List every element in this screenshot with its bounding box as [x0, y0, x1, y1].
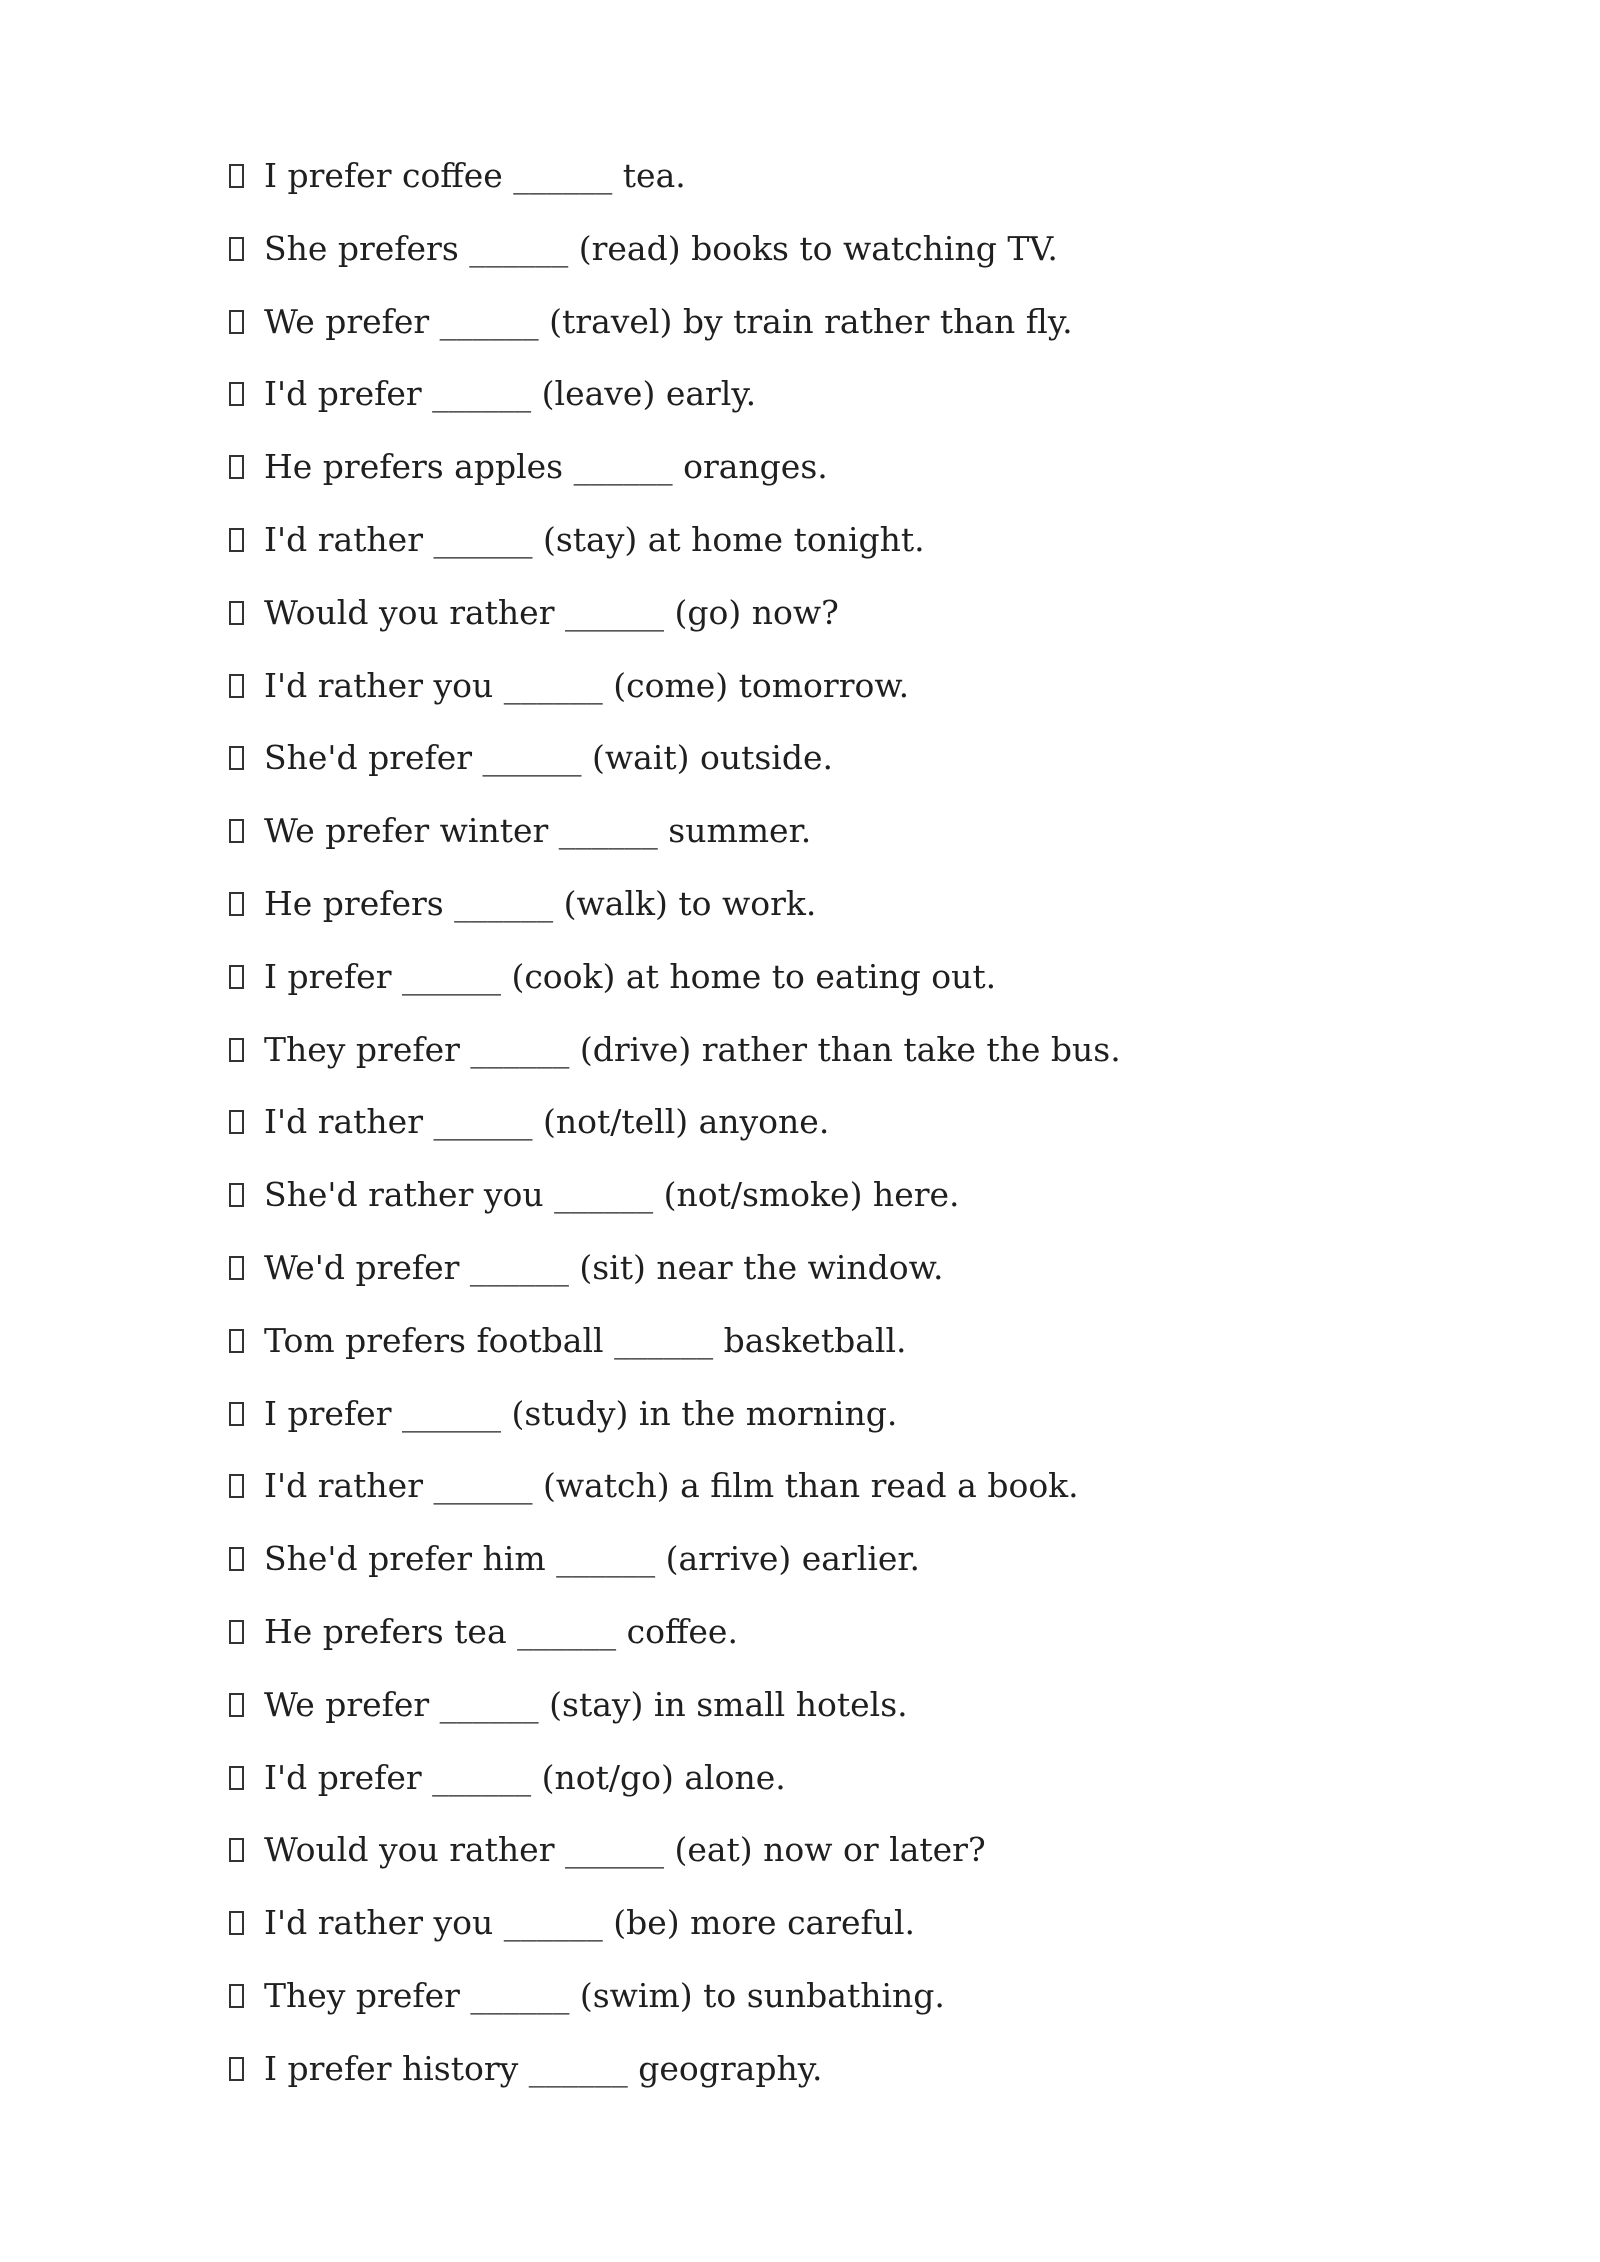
list-item [229, 443, 1121, 516]
sentence-text: She'd prefer him ______ (arrive) earlier. [264, 1539, 921, 1579]
sentence-text: Would you rather ______ (go) now? [264, 592, 839, 632]
sentence-text: They prefer ______ (swim) to sunbathing. [264, 1975, 945, 2015]
list-item [229, 225, 1121, 298]
missing-glyph-box-icon [229, 1038, 244, 1062]
sentence-text: I'd rather you ______ (come) tomorrow. [264, 665, 910, 705]
sentence-text: Tom prefers football ______ basketball. [264, 1320, 907, 1360]
list-item [229, 152, 1121, 225]
missing-glyph-box-icon [229, 1911, 244, 1935]
missing-glyph-box-icon [229, 528, 244, 552]
missing-glyph-box-icon [229, 892, 244, 916]
list-item [229, 807, 1121, 880]
sentence-text: I prefer ______ (cook) at home to eating out. [264, 956, 997, 996]
sentence-text: I prefer coffee ______ tea. [264, 156, 686, 195]
missing-glyph-box-icon [229, 1183, 244, 1207]
list-item [229, 1244, 1121, 1317]
missing-glyph-box-icon [229, 601, 244, 625]
sentence-text: I'd prefer ______ (leave) early. [264, 374, 757, 414]
list-item [229, 880, 1121, 953]
sentence-text: She'd prefer ______ (wait) outside. [264, 738, 833, 778]
list-item [229, 1681, 1121, 1754]
list-item [229, 953, 1121, 1026]
list-item [229, 298, 1121, 371]
sentence-text: We'd prefer ______ (sit) near the window. [264, 1247, 944, 1287]
sentence-text: I'd rather you ______ (be) more careful. [264, 1903, 916, 1943]
missing-glyph-box-icon [229, 310, 244, 334]
missing-glyph-box-icon [229, 674, 244, 698]
list-item [229, 1754, 1121, 1827]
missing-glyph-box-icon [229, 1984, 244, 2008]
list-item [229, 1098, 1121, 1171]
sentence-text: I'd rather ______ (not/tell) anyone. [264, 1102, 830, 1142]
missing-glyph-box-icon [229, 164, 244, 188]
missing-glyph-box-icon [229, 237, 244, 261]
missing-glyph-box-icon [229, 1838, 244, 1862]
missing-glyph-box-icon [229, 1110, 244, 1134]
sentence-text: He prefers apples ______ oranges. [264, 447, 828, 487]
sentence-text: I'd prefer ______ (not/go) alone. [264, 1757, 786, 1797]
sentence-text: We prefer winter ______ summer. [264, 811, 812, 851]
missing-glyph-box-icon [229, 2057, 244, 2081]
list-item [229, 1317, 1121, 1390]
missing-glyph-box-icon [229, 1547, 244, 1571]
list-item [229, 1390, 1121, 1463]
missing-glyph-box-icon [229, 1402, 244, 1426]
list-item [229, 1899, 1121, 1972]
list-item [229, 1826, 1121, 1899]
sentence-text: He prefers ______ (walk) to work. [264, 883, 817, 923]
sentence-text: I prefer ______ (study) in the morning. [264, 1393, 898, 1433]
list-item [229, 662, 1121, 735]
missing-glyph-box-icon [229, 746, 244, 770]
missing-glyph-box-icon [229, 1620, 244, 1644]
list-item [229, 1462, 1121, 1535]
sentence-text: I'd rather ______ (watch) a film than read a book. [264, 1466, 1079, 1506]
list-item [229, 1608, 1121, 1681]
missing-glyph-box-icon [229, 1474, 244, 1498]
list-item [229, 1535, 1121, 1608]
list-item [229, 516, 1121, 589]
missing-glyph-box-icon [229, 1693, 244, 1717]
sentence-text: She prefers ______ (read) books to watching TV. [264, 228, 1058, 268]
list-item [229, 1026, 1121, 1099]
sentence-text: I'd rather ______ (stay) at home tonight. [264, 519, 925, 559]
missing-glyph-box-icon [229, 382, 244, 406]
missing-glyph-box-icon [229, 455, 244, 479]
list-item [229, 1171, 1121, 1244]
exercise-list [229, 152, 1121, 2118]
list-item [229, 1972, 1121, 2045]
sentence-text: We prefer ______ (travel) by train rather than fly. [264, 301, 1073, 341]
missing-glyph-box-icon [229, 1329, 244, 1353]
list-item [229, 370, 1121, 443]
sentence-text: I prefer history ______ geography. [264, 2048, 823, 2088]
sentence-text: They prefer ______ (drive) rather than take the bus. [264, 1029, 1121, 1069]
missing-glyph-box-icon [229, 965, 244, 989]
list-item [229, 734, 1121, 807]
list-item [229, 2045, 1121, 2118]
sentence-text: He prefers tea ______ coffee. [264, 1611, 738, 1651]
sentence-text: She'd rather you ______ (not/smoke) here. [264, 1175, 960, 1215]
missing-glyph-box-icon [229, 1766, 244, 1790]
sentence-text: We prefer ______ (stay) in small hotels. [264, 1684, 908, 1724]
missing-glyph-box-icon [229, 819, 244, 843]
missing-glyph-box-icon [229, 1256, 244, 1280]
sentence-text: Would you rather ______ (eat) now or later? [264, 1830, 986, 1870]
list-item [229, 589, 1121, 662]
